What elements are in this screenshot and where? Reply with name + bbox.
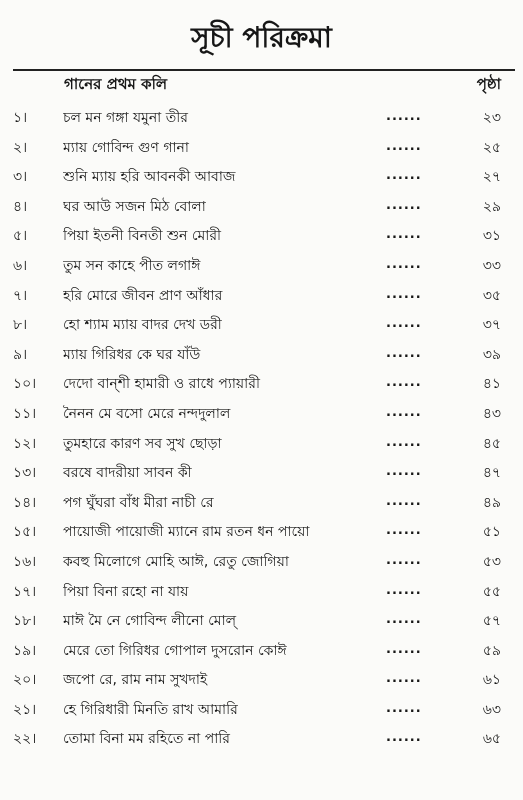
entry-page-number: ৪৯ (482, 494, 501, 511)
entry-page-number: ২৫ (482, 139, 501, 156)
entry-number: ৯। (13, 346, 28, 363)
entry-page-number: ৫৯ (482, 642, 501, 659)
toc-row (0, 341, 523, 371)
dot-leader: ...... (386, 700, 422, 716)
entry-page-number: ২৭ (482, 169, 501, 186)
entry-number: ১৭। (13, 583, 37, 600)
toc-row (0, 400, 523, 430)
toc-row (0, 193, 523, 223)
entry-title: মাঈ মৈ নে গোবিন্দ লীনো মোল্ (63, 613, 237, 630)
entry-page-number: ৪১ (482, 376, 501, 393)
dot-leader: ...... (386, 404, 422, 420)
entry-page-number: ৫১ (482, 524, 501, 541)
entry-number: ৩। (13, 169, 28, 186)
entry-page-number: ৬১ (482, 672, 501, 689)
entry-page-number: ৬৩ (482, 701, 501, 718)
entry-title: হরি মোরে জীবন প্রাণ আঁধার (63, 287, 223, 304)
entry-page-number: ৩৭ (482, 317, 501, 334)
toc-row (0, 459, 523, 489)
page-title: সূচী পরিক্রমা (191, 21, 332, 54)
toc-row (0, 282, 523, 312)
entry-number: ২২। (13, 731, 37, 748)
entry-number: ৬। (13, 257, 28, 274)
toc-row (0, 134, 523, 164)
dot-leader: ...... (386, 730, 422, 746)
entry-page-number: ৩৩ (482, 257, 501, 274)
toc-list (0, 104, 523, 755)
toc-row (0, 252, 523, 282)
entry-title: কবহু মিলোগে মোহি আঈ, রেতু জোগিয়া (63, 553, 289, 570)
entry-number: ২০। (13, 672, 37, 689)
entry-page-number: ৫৫ (482, 583, 501, 600)
entry-page-number: ৫৩ (482, 553, 501, 570)
entry-title: বরষে বাদরীয়া সাবন কী (63, 465, 192, 482)
dot-leader: ...... (386, 641, 422, 657)
dot-leader: ...... (386, 434, 422, 450)
entry-number: ১১। (13, 405, 37, 422)
entry-title: দেদো বান্‌শী হামারী ও রাধে প্যায়ারী (63, 376, 260, 393)
entry-title: জপো রে, রাম নাম সুখদাই (63, 672, 208, 689)
entry-page-number: ২৩ (482, 110, 501, 126)
entry-page-number: ২৯ (482, 198, 501, 215)
entry-title: মেরে তো গিরিধর গোপাল দুসরোন কোঈ (63, 642, 287, 659)
dot-leader: ...... (386, 671, 422, 687)
entry-title: পিয়া ইতনী বিনতী শুন মোরী (63, 228, 222, 245)
entry-page-number: ৩১ (482, 228, 501, 245)
entry-title: হো শ্যাম ম্যায় বাদর দেখ ডরী (63, 317, 222, 334)
entry-page-number: ৪৭ (482, 465, 501, 482)
dot-leader: ...... (386, 345, 422, 361)
entry-number: ৫। (13, 228, 28, 245)
dot-leader: ...... (386, 523, 422, 539)
entry-number: ১৪। (13, 494, 37, 511)
toc-row (0, 518, 523, 548)
toc-row (0, 637, 523, 667)
entry-title: পায়োজী পায়োজী ম্যানে রাম রতন ধন পায়ো (63, 524, 310, 541)
entry-title: তুমহারে কারণ সব সুখ ছোড়া (63, 435, 222, 452)
dot-leader: ...... (386, 612, 422, 628)
entry-number: ১৯। (13, 642, 37, 659)
entry-title: নৈনন মে বসো মেরে নন্দদুলাল (63, 405, 231, 422)
dot-leader: ...... (386, 109, 422, 124)
entry-number: ৮। (13, 317, 28, 334)
dot-leader: ...... (386, 582, 422, 598)
toc-row (0, 666, 523, 696)
entry-number: ১। (13, 110, 28, 126)
toc-row (0, 311, 523, 341)
entry-number: ২১। (13, 701, 37, 718)
dot-leader: ...... (386, 197, 422, 213)
entry-title: পগ ঘুঁঘরা বাঁধ মীরা নাচী রে (63, 494, 214, 511)
entry-number: ১৬। (13, 553, 37, 570)
entry-page-number: ৫৭ (482, 613, 501, 630)
toc-row (0, 163, 523, 193)
entry-title: তুম সন কাহে পীত লগাঈ (63, 257, 201, 274)
dot-leader: ...... (386, 227, 422, 243)
dot-leader: ...... (386, 375, 422, 391)
entry-title: ম্যায় গোবিন্দ গুণ গানা (63, 139, 189, 156)
toc-row (0, 370, 523, 400)
entry-number: ৭। (13, 287, 28, 304)
entry-number: ১০। (13, 376, 37, 393)
entry-title: চল মন গঙ্গা যমুনা তীর (63, 110, 188, 126)
column-header-page: পৃষ্ঠা (476, 75, 501, 93)
toc-row (0, 104, 523, 134)
column-header-song: গানের প্রথম কলি (64, 75, 168, 93)
entry-page-number: ৩৯ (482, 346, 501, 363)
toc-row (0, 725, 523, 755)
dot-leader: ...... (386, 316, 422, 332)
dot-leader: ...... (386, 168, 422, 184)
toc-row (0, 489, 523, 519)
entry-page-number: ৬৫ (482, 731, 501, 748)
toc-row (0, 607, 523, 637)
toc-row (0, 696, 523, 726)
entry-title: পিয়া বিনা রহো না যায় (63, 583, 189, 600)
entry-number: ১৫। (13, 524, 37, 541)
entry-number: ১৩। (13, 465, 37, 482)
entry-number: ১২। (13, 435, 37, 452)
entry-title: তোমা বিনা মম রহিতে না পারি (63, 731, 230, 748)
dot-leader: ...... (386, 493, 422, 509)
toc-row (0, 430, 523, 460)
dot-leader: ...... (386, 464, 422, 480)
entry-number: ১৮। (13, 613, 37, 630)
entry-title: ঘর আউ সজন মিঠ বোলা (63, 198, 206, 215)
dot-leader: ...... (386, 256, 422, 272)
entry-title: ম্যায় গিরিধর কে ঘর যাঁউ (63, 346, 201, 363)
toc-row (0, 578, 523, 608)
entry-number: ২। (13, 139, 28, 156)
dot-leader: ...... (386, 552, 422, 568)
entry-page-number: ৪৫ (482, 435, 501, 452)
dot-leader: ...... (386, 138, 422, 154)
entry-number: ৪। (13, 198, 28, 215)
entry-page-number: ৩৫ (482, 287, 501, 304)
entry-title: শুনি ম্যায় হরি আবনকী আবাজ (63, 169, 236, 186)
entry-title: হে গিরিধারী মিনতি রাখ আমারি (63, 701, 238, 718)
entry-page-number: ৪৩ (482, 405, 501, 422)
dot-leader: ...... (386, 286, 422, 302)
header-rule (13, 69, 515, 71)
toc-row (0, 548, 523, 578)
toc-row (0, 222, 523, 252)
